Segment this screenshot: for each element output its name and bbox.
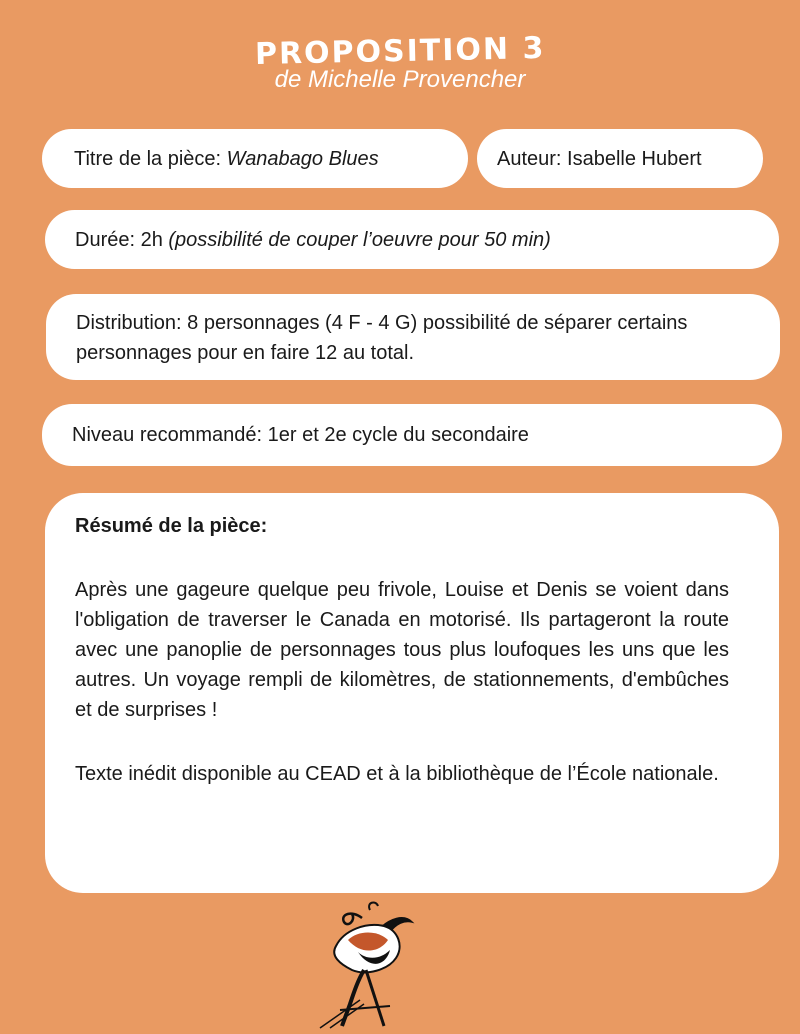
logo-a-right-stroke (366, 970, 384, 1026)
ateq-logo-graphic (300, 900, 510, 1029)
play-author-text: Auteur: Isabelle Hubert (497, 147, 702, 170)
logo-swirl-top (369, 903, 378, 910)
ateq-logo-icon (300, 900, 510, 1029)
play-duration-card (45, 210, 779, 269)
play-level-card (42, 404, 782, 466)
summary-card (45, 493, 779, 893)
duration-label: Durée: 2h (75, 228, 169, 251)
play-title-label: Titre de la pièce: (74, 147, 227, 170)
summary-heading: Résumé de la pièce: (75, 515, 268, 537)
page-title: PROPOSITION 3 (254, 30, 546, 73)
availability-paragraph: Texte inédit disponible au CEAD et à la bibliothèque de l’École nationale. (75, 763, 719, 785)
play-title-card (42, 129, 468, 188)
logo-swirl-left (343, 914, 362, 924)
play-distribution-card (46, 294, 780, 380)
distribution-text: Distribution: 8 personnages (4 F - 4 G) possibilité de séparer certains personnages pour en faire 12 au total. (76, 312, 688, 364)
logo-stroke-1 (320, 1000, 360, 1028)
page-subtitle: de Michelle Provencher (274, 66, 526, 93)
duration-note: (possibilité de couper l’oeuvre pour 50 min) (168, 228, 551, 251)
play-title-value: Wanabago Blues (226, 147, 379, 170)
summary-paragraph: Après une gageure quelque peu frivole, Louise et Denis se voient dans l'obligation de traverser le Canada en motorisé. Ils partageront la route avec une panoplie de personnages tous plus loufoques les uns que les autres. Un voyage rempli de kilomètres, de stationnements, d'embûches et de surprises ! (75, 579, 729, 721)
page-header (0, 30, 800, 94)
level-text: Niveau recommandé: 1er et 2e cycle du secondaire (72, 424, 529, 446)
play-author-card (477, 129, 763, 188)
